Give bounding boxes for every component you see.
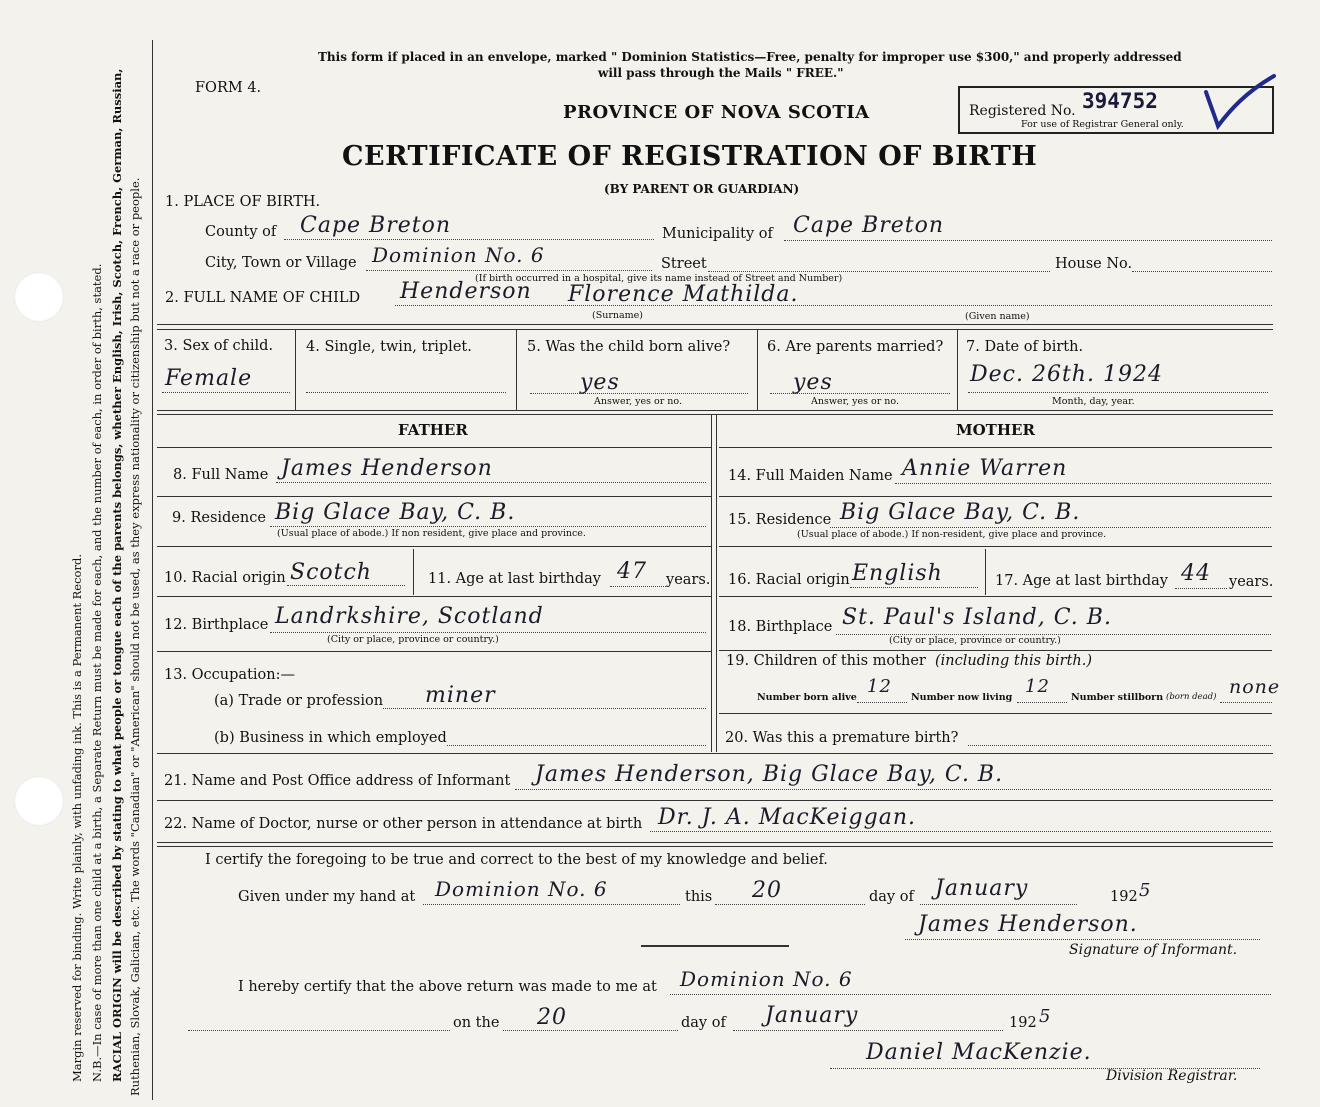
children-note: (including this birth.) (935, 653, 1093, 669)
business-line (447, 745, 706, 746)
county-line (284, 239, 654, 240)
house-line (1132, 271, 1272, 272)
informant-signature: James Henderson. (918, 912, 1138, 937)
given-caption: (Given name) (965, 311, 1030, 322)
punch-hole-top (14, 272, 64, 322)
stillborn-line (1220, 702, 1272, 703)
father-years: years. (666, 572, 711, 588)
mother-name: Annie Warren (902, 456, 1068, 481)
rule-above-row3b (157, 329, 1273, 330)
this-label: this (685, 889, 713, 905)
city-line (366, 270, 652, 271)
province-title: PROVINCE OF NOVA SCOTIA (563, 102, 870, 123)
doctor-rule-a (157, 842, 1273, 843)
divider-4-5 (516, 330, 517, 410)
month-line (920, 904, 1077, 905)
municipality-label: Municipality of (662, 226, 773, 242)
dob-label: 7. Date of birth. (966, 339, 1084, 355)
reg-year-suffix: 5 (1039, 1006, 1052, 1027)
father-birthplace: Landrkshire, Scotland (275, 604, 544, 629)
married-value: yes (793, 370, 833, 395)
father-origin-line (287, 585, 405, 586)
father-origin-divider (413, 549, 414, 595)
children-label: 19. Children of this mother (726, 653, 926, 669)
trade-value: miner (425, 683, 496, 708)
day-of-label: day of (869, 889, 914, 905)
mother-origin: English (852, 561, 943, 586)
mother-name-label: 14. Full Maiden Name (728, 468, 893, 484)
mother-origin-label: 16. Racial origin (728, 572, 850, 588)
registrar-signature: Daniel MacKenzie. (866, 1040, 1092, 1065)
punch-hole-bottom (14, 776, 64, 826)
now-living-label: Number now living (911, 692, 1013, 703)
married-caption: Answer, yes or no. (811, 396, 900, 407)
given-month: January (935, 876, 1029, 901)
hospital-note: (If birth occurred in a hospital, give its name instead of Street and Number) (475, 273, 843, 284)
day-line (715, 904, 865, 905)
multiple-label: 4. Single, twin, triplet. (306, 339, 472, 355)
father-heading: FATHER (398, 421, 468, 439)
county-label: County of (205, 224, 277, 240)
trade-line (383, 708, 706, 709)
doctor-value: Dr. J. A. MacKeiggan. (658, 805, 917, 830)
checkmark-icon (1200, 70, 1280, 138)
year-suffix: 5 (1139, 880, 1152, 901)
reg-month: January (765, 1003, 859, 1028)
page-title: CERTIFICATE OF REGISTRATION OF BIRTH (342, 141, 1038, 172)
dob-line (968, 392, 1268, 393)
mother-name-line (895, 483, 1271, 484)
divider-3-4 (295, 330, 296, 410)
child-surname: Henderson (400, 279, 532, 304)
given-label: Given under my hand at (238, 889, 416, 905)
father-origin-label: 10. Racial origin (164, 570, 286, 586)
stillborn: none (1229, 676, 1281, 698)
sex-label: 3. Sex of child. (164, 338, 274, 354)
mother-origin-line (850, 587, 978, 588)
father-rule-3 (157, 596, 711, 597)
father-residence: Big Glace Bay, C. B. (275, 500, 516, 525)
premature-label: 20. Was this a premature birth? (725, 730, 959, 746)
sex-line (162, 392, 290, 393)
mother-age: 44 (1181, 561, 1211, 586)
trade-label: (a) Trade or profession (214, 693, 384, 709)
mother-rule-2 (719, 546, 1272, 547)
born-alive: 12 (867, 676, 892, 697)
father-birthplace-caption: (City or place, province or country.) (327, 634, 499, 645)
sex-value: Female (165, 366, 253, 391)
mother-origin-divider (985, 549, 986, 595)
postal-notice-1: This form if placed in an envelope, marked " Dominion Statistics—Free, penalty for improper use $300," and properly addressed (318, 50, 1182, 64)
informant-value: James Henderson, Big Glace Bay, C. B. (535, 762, 1004, 787)
doctor-line (650, 831, 1271, 832)
given-place-line (423, 904, 680, 905)
mother-rule-4 (719, 650, 1272, 651)
house-label: House No. (1055, 256, 1133, 272)
place-of-birth-label: 1. PLACE OF BIRTH. (165, 194, 321, 210)
registrar-place-line (670, 994, 1271, 995)
mother-rule-1 (719, 496, 1272, 497)
dob-caption: Month, day, year. (1052, 396, 1135, 407)
mother-birthplace-label: 18. Birthplace (728, 619, 833, 635)
divider-5-6 (757, 330, 758, 410)
reg-month-line (733, 1030, 1003, 1031)
stillborn-note: (born dead) (1166, 692, 1217, 702)
father-age-line (610, 586, 666, 587)
certify-statement: I certify the foregoing to be true and correct to the best of my knowledge and belief. (205, 852, 828, 868)
father-rule-4 (157, 651, 711, 652)
father-age-label: 11. Age at last birthday (428, 571, 601, 587)
registrar-note: For use of Registrar General only. (1021, 119, 1184, 130)
margin-note-1: Margin reserved for binding. Write plainly, with unfading ink. This is a Permanent Record. (70, 554, 84, 1082)
divider-6-7 (957, 330, 958, 410)
married-label: 6. Are parents married? (767, 339, 944, 355)
county-value: Cape Breton (300, 213, 452, 238)
rule-below-row3 (157, 410, 1273, 411)
born-alive-label: Number born alive (757, 692, 857, 703)
city-label: City, Town or Village (205, 255, 357, 271)
father-name-line (276, 482, 706, 483)
given-day: 20 (752, 878, 782, 903)
center-divider-b (716, 414, 717, 752)
margin-note-4: Ruthenian, Slovak, Galician, etc. The words "Canadian" or "American" should not be used, as they express nationality or citizenship but not a race or people. (128, 177, 142, 1096)
father-name-label: 8. Full Name (173, 467, 269, 483)
on-the-label: on the (453, 1015, 500, 1031)
mother-residence-line (830, 527, 1271, 528)
municipality-line (784, 240, 1272, 241)
year-prefix: 192 (1110, 889, 1138, 905)
mother-heading: MOTHER (956, 421, 1035, 439)
mother-birthplace-caption: (City or place, province or country.) (889, 635, 1061, 646)
mother-residence: Big Glace Bay, C. B. (840, 500, 1081, 525)
center-separator (641, 945, 789, 947)
registrar-place: Dominion No. 6 (680, 967, 853, 991)
now-living-line (1017, 702, 1067, 703)
mother-age-line (1175, 588, 1227, 589)
mother-birthplace: St. Paul's Island, C. B. (842, 605, 1112, 630)
alive-value: yes (580, 370, 620, 395)
registrar-caption: Division Registrar. (1106, 1068, 1238, 1084)
business-label: (b) Business in which employed (214, 730, 447, 746)
father-rule-2 (157, 546, 711, 547)
occupation-label: 13. Occupation:— (164, 667, 295, 683)
dob-value: Dec. 26th. 1924 (970, 362, 1163, 387)
informant-label: 21. Name and Post Office address of Informant (164, 773, 511, 789)
mother-head-rule (719, 447, 1272, 448)
signature-caption: Signature of Informant. (1069, 942, 1238, 958)
page-subtitle: (BY PARENT OR GUARDIAN) (604, 182, 800, 196)
premature-line (968, 745, 1271, 746)
father-residence-caption: (Usual place of abode.) If non resident, give place and province. (277, 528, 586, 539)
multiple-line (306, 392, 506, 393)
born-alive-line (857, 702, 907, 703)
parents-rule-bottom (157, 753, 1273, 754)
margin-note-3: RACIAL ORIGIN will be described by stating to what people or tongue each of the parents belongs, whether English, Irish, Scotch, French, German, Russian, (110, 68, 124, 1082)
reg-year-prefix: 192 (1009, 1015, 1037, 1031)
now-living: 12 (1025, 676, 1050, 697)
father-birthplace-label: 12. Birthplace (164, 617, 269, 633)
informant-line (515, 789, 1271, 790)
registered-number: 394752 (1082, 89, 1158, 113)
center-divider-a (711, 414, 712, 752)
mother-residence-label: 15. Residence (728, 512, 832, 528)
stillborn-label: Number stillborn (1071, 692, 1164, 703)
father-residence-line (270, 526, 706, 527)
doctor-label: 22. Name of Doctor, nurse or other person in attendance at birth (164, 816, 643, 832)
surname-caption: (Surname) (592, 310, 643, 321)
reg-day-line (503, 1030, 678, 1031)
given-place: Dominion No. 6 (435, 877, 608, 901)
alive-label: 5. Was the child born alive? (527, 339, 731, 355)
rule-above-row3 (157, 324, 1273, 325)
alive-caption: Answer, yes or no. (594, 396, 683, 407)
city-value: Dominion No. 6 (372, 243, 545, 267)
postal-notice-2: will pass through the Mails " FREE." (598, 66, 844, 80)
alive-line (530, 393, 748, 394)
on-the-lead-line (188, 1030, 450, 1031)
father-residence-label: 9. Residence (172, 510, 266, 526)
father-head-rule (157, 447, 711, 448)
street-line (708, 271, 1050, 272)
child-given-name: Florence Mathilda. (568, 282, 799, 307)
mother-residence-caption: (Usual place of abode.) If non-resident, give place and province. (797, 529, 1107, 540)
father-origin: Scotch (290, 560, 372, 585)
informant-rule (157, 800, 1273, 801)
child-name-label: 2. FULL NAME OF CHILD (165, 290, 361, 306)
street-label: Street (661, 256, 707, 272)
municipality-value: Cape Breton (793, 213, 945, 238)
registered-label: Registered No. (969, 103, 1076, 119)
registrar-statement: I hereby certify that the above return was made to me at (238, 979, 657, 995)
mother-years: years. (1229, 574, 1274, 590)
form-number: FORM 4. (195, 80, 262, 96)
father-rule-1 (157, 496, 711, 497)
parents-rule-top (157, 414, 1273, 415)
margin-rule (152, 40, 153, 1100)
signature-line (905, 939, 1260, 940)
reg-day-of-label: day of (681, 1015, 726, 1031)
father-birthplace-line (270, 632, 706, 633)
father-name: James Henderson (281, 456, 493, 481)
mother-rule-3 (719, 596, 1272, 597)
doctor-rule-b (157, 846, 1273, 847)
mother-rule-5 (719, 713, 1272, 714)
mother-age-label: 17. Age at last birthday (995, 573, 1168, 589)
margin-note-2: N.B.—In case of more than one child at a birth, a Separate Return must be made for each, and the number of each, in order of birth, stated. (90, 263, 104, 1082)
father-age: 47 (617, 559, 647, 584)
reg-day: 20 (537, 1005, 567, 1030)
child-name-line (395, 305, 1272, 306)
